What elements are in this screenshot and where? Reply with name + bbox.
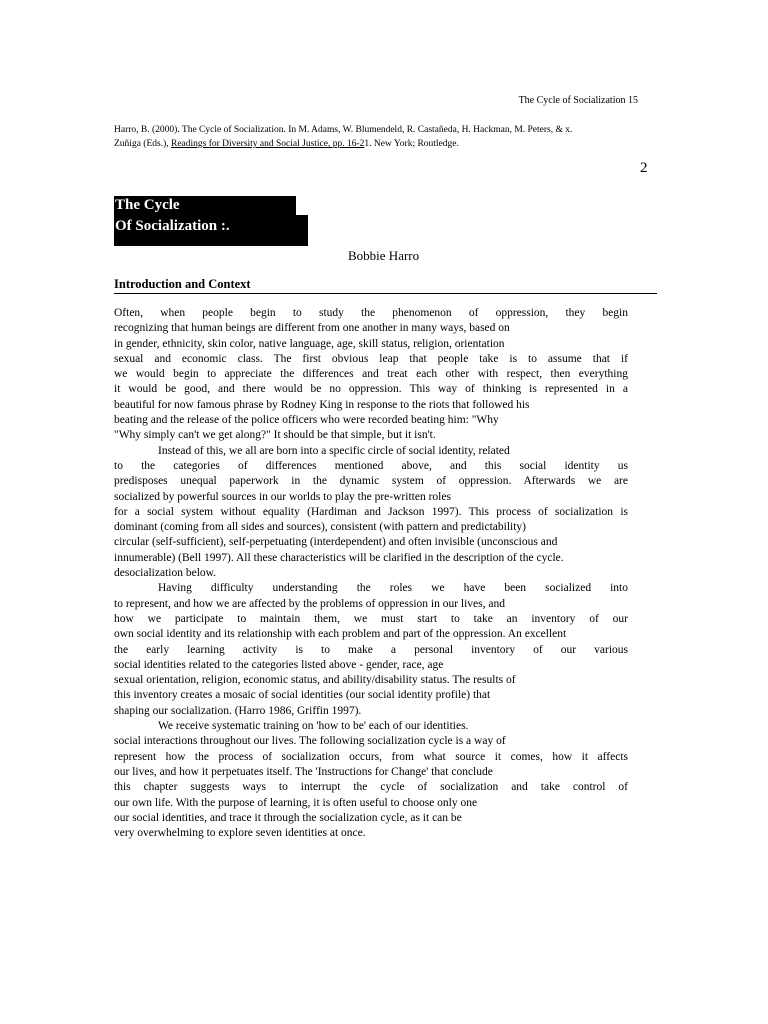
body-line: it would be good, and there would be no oppression. This way of thinking is represented in a xyxy=(114,383,628,396)
citation-line-1: Harro, B. (2000). The Cycle of Socialization. In M. Adams, W. Blumendeld, R. Castañeda, H. Hackman, M. Peters, & x. xyxy=(114,125,573,135)
body-line: in gender, ethnicity, skin color, native language, age, skill status, religion, orientation xyxy=(114,337,505,350)
body-line: desocialization below. xyxy=(114,567,217,580)
body-text xyxy=(114,306,628,841)
page-number: 2 xyxy=(640,160,648,176)
body-line: predisposes unequal paperwork in the dynamic system of oppression. Afterwards we are xyxy=(114,475,628,488)
body-line: shaping our socialization. (Harro 1986, Griffin 1997). xyxy=(114,704,362,717)
body-line: the early learning activity is to make a personal inventory of our various xyxy=(114,643,628,656)
body-line: Instead of this, we all are born into a specific circle of social identity, related xyxy=(158,444,510,457)
body-line: circular (self-sufficient), self-perpetuating (interdependent) and often invisible (unconscious and xyxy=(114,536,558,549)
citation xyxy=(114,123,634,151)
body-line: Often, when people begin to study the phenomenon of oppression, they begin xyxy=(114,307,628,319)
body-line: beating and the release of the police officers who were recorded beating him: "Why xyxy=(114,414,499,427)
body-line: socialized by powerful sources in our worlds to play the pre-written roles xyxy=(114,490,451,503)
body-line: this inventory creates a mosaic of social identities (our social identity profile) that xyxy=(114,689,491,702)
body-line: to the categories of differences mentioned above, and this social identity us xyxy=(114,459,628,472)
chapter-title-line-1: The Cycle xyxy=(114,196,296,215)
body-line: this chapter suggests ways to interrupt the cycle of socialization and take control of xyxy=(114,781,628,794)
body-line: sexual and economic class. The first obvious leap that people take is to assume that if xyxy=(114,352,628,365)
body-line: "Why simply can't we get along?" It should be that simple, but it isn't. xyxy=(114,429,436,442)
author-name: Bobbie Harro xyxy=(348,248,420,263)
body-line: recognizing that human beings are different from one another in many ways, based on xyxy=(114,322,510,335)
section-heading: Introduction and Context xyxy=(114,277,657,294)
body-line: for a social system without equality (Hardiman and Jackson 1997). This process of socialization is xyxy=(114,505,628,518)
running-head: The Cycle of Socialization 15 xyxy=(518,95,638,106)
body-line: social identities related to the categories listed above - gender, race, age xyxy=(114,658,444,671)
body-line: our social identities, and trace it through the socialization cycle, as it can be xyxy=(114,811,462,824)
body-line: social interactions throughout our lives. The following socialization cycle is a way of xyxy=(114,735,506,748)
body-line: we would begin to appreciate the differences and treat each other with respect, then everything xyxy=(114,368,628,381)
body-line: represent how the process of socialization occurs, from what source it comes, how it affects xyxy=(114,750,628,763)
body-line: how we participate to maintain them, we must start to take an inventory of our xyxy=(114,612,628,625)
body-line: our own life. With the purpose of learning, it is often useful to choose only one xyxy=(114,796,478,809)
body-line: dominant (coming from all sides and sources), consistent (with pattern and predictability) xyxy=(114,521,526,534)
body-line: beautiful for now famous phrase by Rodney King in response to the riots that followed his xyxy=(114,398,530,411)
body-line: We receive systematic training on 'how to be' each of our identities. xyxy=(158,720,469,733)
body-line: innumerable) (Bell 1997). All these characteristics will be clarified in the description of the cycle. xyxy=(114,551,564,564)
citation-editors: Zuñiga (Eds.), xyxy=(114,139,171,149)
body-line: own social identity and its relationship with each problem and part of the oppression. An excellent xyxy=(114,628,567,641)
body-line: our lives, and how it perpetuates itself. The 'Instructions for Change' that conclude xyxy=(114,765,493,778)
citation-book-title: Readings for Diversity and Social Justice, pp. 16-2 xyxy=(171,139,365,149)
body-line: to represent, and how we are affected by the problems of oppression in our lives, and xyxy=(114,597,505,610)
body-line: very overwhelming to explore seven identities at once. xyxy=(114,827,366,840)
citation-publisher: 1. New York; Routledge. xyxy=(364,139,459,149)
chapter-title-line-2: Of Socialization :. xyxy=(114,215,308,246)
body-line: Having difficulty understanding the roles we have been socialized into xyxy=(158,582,628,595)
body-line: sexual orientation, religion, economic status, and ability/disability status. The results of xyxy=(114,674,516,687)
